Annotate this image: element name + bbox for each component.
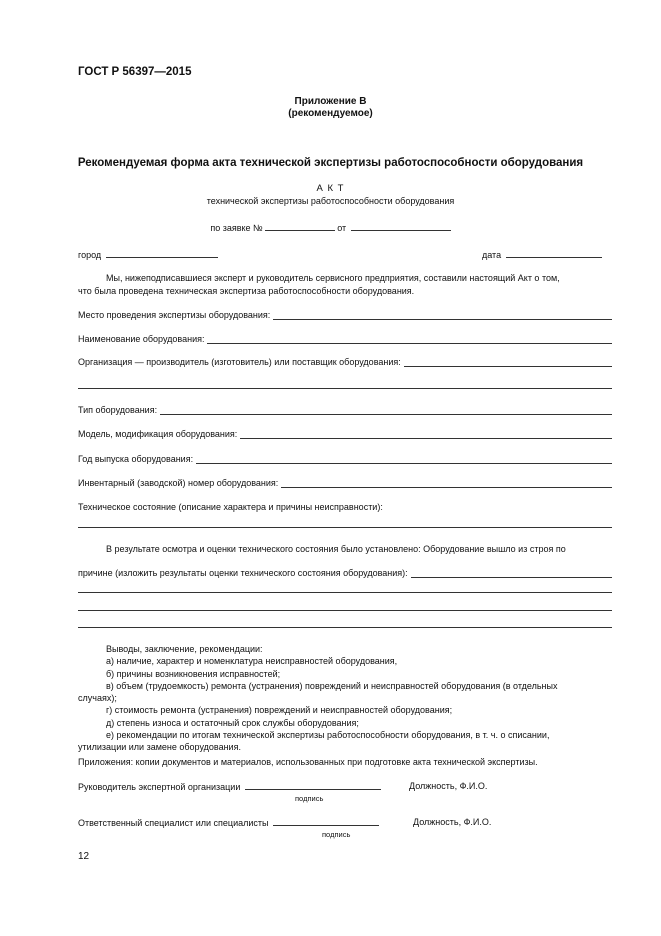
conclusion-item-f: е) рекомендации по итогам технической экспертизы работоспособности оборудования, в т. ч. о списании, xyxy=(106,730,550,741)
result-line-a[interactable] xyxy=(78,592,612,593)
date-blank[interactable] xyxy=(506,249,602,258)
field-year-label: Год выпуска оборудования: xyxy=(78,454,194,464)
city-row xyxy=(78,249,218,260)
request-line xyxy=(0,222,661,233)
manufacturer-continuation-line[interactable] xyxy=(78,388,612,389)
specialist-signature-row xyxy=(78,817,379,828)
field-manufacturer-blank[interactable] xyxy=(404,357,612,367)
conclusion-item-a: а) наличие, характер и номенклатура неисправностей оборудования, xyxy=(106,656,398,667)
request-date-blank[interactable] xyxy=(351,222,451,231)
specialist-signature-blank[interactable] xyxy=(273,817,379,826)
field-type-blank[interactable] xyxy=(160,405,612,415)
result-line-b[interactable] xyxy=(78,610,612,611)
field-inventory-label: Инвентарный (заводской) номер оборудования: xyxy=(78,478,279,488)
conclusion-item-c-cont: случаях); xyxy=(78,693,117,704)
page-number: 12 xyxy=(78,851,90,862)
request-number-blank[interactable] xyxy=(265,222,335,231)
date-label: дата xyxy=(482,250,502,260)
head-position: Должность, Ф.И.О. xyxy=(409,781,488,791)
request-from: от xyxy=(337,223,347,233)
act-subtitle: технической экспертизы работоспособности оборудования xyxy=(206,196,455,206)
appendix-note: (рекомендуемое) xyxy=(288,108,373,119)
field-model-blank[interactable] xyxy=(240,429,612,439)
field-name-blank[interactable] xyxy=(207,334,612,344)
field-model xyxy=(78,429,612,439)
field-inventory-blank[interactable] xyxy=(281,478,612,488)
head-signature-row xyxy=(78,781,381,792)
field-model-label: Модель, модификация оборудования: xyxy=(78,429,238,439)
intro-line-2: что была проведена техническая экспертиза работоспособности оборудования. xyxy=(78,285,415,296)
act-heading: А К Т xyxy=(316,183,345,194)
field-year-blank[interactable] xyxy=(196,454,612,464)
city-blank[interactable] xyxy=(106,249,218,258)
field-type-label: Тип оборудования: xyxy=(78,405,158,415)
field-name-label: Наименование оборудования: xyxy=(78,334,205,344)
field-place xyxy=(78,310,612,320)
field-manufacturer xyxy=(78,357,612,367)
conclusion-item-b: б) причины возникновения исправностей; xyxy=(106,668,281,679)
date-row xyxy=(482,249,602,260)
intro-paragraph xyxy=(78,272,612,297)
conclusion-item-e: д) степень износа и остаточный срок службы оборудования; xyxy=(106,717,359,728)
specialist-signature-caption: подпись xyxy=(322,830,351,839)
head-label: Руководитель экспертной организации xyxy=(78,782,241,792)
field-place-label: Место проведения экспертизы оборудования: xyxy=(78,310,271,320)
specialist-label: Ответственный специалист или специалисты xyxy=(78,818,269,828)
condition-line[interactable] xyxy=(78,527,612,528)
conclusion-item-c: в) объем (трудоемкость) ремонта (устранения) повреждений и неисправностей оборудования (в отдельных xyxy=(106,680,558,691)
field-inventory xyxy=(78,478,612,488)
field-place-blank[interactable] xyxy=(273,310,612,320)
standard-number: ГОСТ Р 56397—2015 xyxy=(78,66,192,78)
appendix-label: Приложение В xyxy=(294,96,367,107)
conclusions-block xyxy=(78,643,612,754)
result-reason-blank[interactable] xyxy=(411,568,612,578)
request-prefix: по заявке № xyxy=(210,223,263,233)
field-name xyxy=(78,334,612,344)
result-line-1: В результате осмотра и оценки технического состояния было установлено: Оборудование вышло из строя по xyxy=(106,544,566,554)
field-year xyxy=(78,454,612,464)
result-reason xyxy=(78,568,612,578)
field-manufacturer-label: Организация — производитель (изготовитель) или поставщик оборудования: xyxy=(78,357,401,367)
attachments-note: Приложения: копии документов и материалов, использованных при подготовке акта технической экспертизы. xyxy=(78,757,538,767)
result-line-2: причине (изложить результаты оценки технического состояния оборудования): xyxy=(78,568,408,578)
form-title: Рекомендуемая форма акта технической экспертизы работоспособности оборудования xyxy=(77,157,584,169)
conclusion-item-d: г) стоимость ремонта (устранения) повреждений и неисправностей оборудования; xyxy=(106,705,453,716)
intro-line-1: Мы, нижеподписавшиеся эксперт и руководитель сервисного предприятия, составили настоящий Акт о том, xyxy=(106,273,560,283)
city-label: город xyxy=(78,250,102,260)
field-condition-label: Техническое состояние (описание характера и причины неисправности): xyxy=(78,502,383,512)
field-type xyxy=(78,405,612,415)
head-signature-caption: подпись xyxy=(295,794,324,803)
head-signature-blank[interactable] xyxy=(245,781,381,790)
result-line-c[interactable] xyxy=(78,627,612,628)
conclusions-heading: Выводы, заключение, рекомендации: xyxy=(106,644,263,654)
conclusion-item-f-cont: утилизации или замене оборудования. xyxy=(78,742,241,753)
specialist-position: Должность, Ф.И.О. xyxy=(413,817,492,827)
